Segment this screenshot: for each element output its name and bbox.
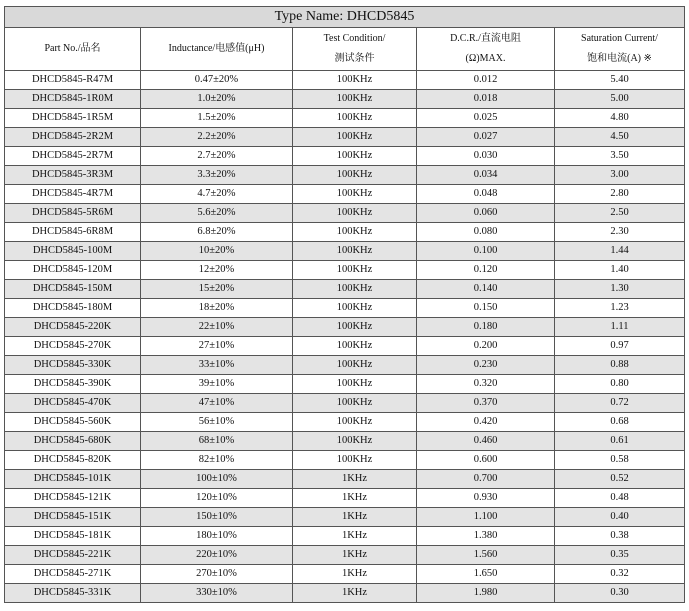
inductance-cell: 18±20% [141, 299, 293, 318]
part-no-cell: DHCD5845-820K [5, 451, 141, 470]
header-dcr-line2: (Ω)MAX. [465, 53, 506, 64]
part-no-cell: DHCD5845-390K [5, 375, 141, 394]
inductance-cell: 150±10% [141, 508, 293, 527]
test-condition-cell: 100KHz [293, 280, 417, 299]
dcr-cell: 0.180 [417, 318, 555, 337]
inductance-cell: 1.5±20% [141, 109, 293, 128]
inductance-cell: 180±10% [141, 527, 293, 546]
header-inductance [141, 28, 293, 71]
test-condition-cell: 100KHz [293, 223, 417, 242]
dcr-cell: 0.027 [417, 128, 555, 147]
dcr-cell: 0.320 [417, 375, 555, 394]
dcr-cell: 1.650 [417, 565, 555, 584]
table-row [5, 451, 685, 470]
test-condition-cell: 100KHz [293, 90, 417, 109]
inductance-cell: 270±10% [141, 565, 293, 584]
inductance-cell: 220±10% [141, 546, 293, 565]
test-condition-cell: 100KHz [293, 261, 417, 280]
test-condition-cell: 100KHz [293, 451, 417, 470]
part-no-cell: DHCD5845-331K [5, 584, 141, 603]
saturation-current-cell: 4.50 [555, 128, 685, 147]
part-no-cell: DHCD5845-220K [5, 318, 141, 337]
header-test-condition-line2: 测试条件 [334, 53, 375, 64]
part-no-cell: DHCD5845-101K [5, 470, 141, 489]
inductance-cell: 120±10% [141, 489, 293, 508]
test-condition-cell: 100KHz [293, 204, 417, 223]
part-no-cell: DHCD5845-5R6M [5, 204, 141, 223]
test-condition-cell: 100KHz [293, 432, 417, 451]
table-row [5, 261, 685, 280]
dcr-cell: 1.560 [417, 546, 555, 565]
inductance-cell: 4.7±20% [141, 185, 293, 204]
test-condition-cell: 100KHz [293, 318, 417, 337]
inductance-cell: 1.0±20% [141, 90, 293, 109]
inductance-cell: 10±20% [141, 242, 293, 261]
header-row [5, 28, 685, 71]
table-row [5, 527, 685, 546]
test-condition-cell: 100KHz [293, 242, 417, 261]
test-condition-cell: 1KHz [293, 584, 417, 603]
header-dcr-line1: D.C.R./直流电阻 [450, 33, 521, 44]
saturation-current-cell: 3.50 [555, 147, 685, 166]
dcr-cell: 0.420 [417, 413, 555, 432]
saturation-current-cell: 2.30 [555, 223, 685, 242]
table-row [5, 71, 685, 90]
saturation-current-cell: 0.40 [555, 508, 685, 527]
saturation-current-cell: 1.23 [555, 299, 685, 318]
part-no-cell: DHCD5845-1R0M [5, 90, 141, 109]
test-condition-cell: 100KHz [293, 337, 417, 356]
saturation-current-cell: 0.72 [555, 394, 685, 413]
part-no-cell: DHCD5845-680K [5, 432, 141, 451]
test-condition-cell: 100KHz [293, 185, 417, 204]
table-row [5, 223, 685, 242]
part-no-cell: DHCD5845-100M [5, 242, 141, 261]
test-condition-cell: 100KHz [293, 356, 417, 375]
table-row [5, 356, 685, 375]
table-row [5, 584, 685, 603]
dcr-cell: 1.380 [417, 527, 555, 546]
table-row [5, 546, 685, 565]
table-row [5, 166, 685, 185]
header-inductance-label: Inductance/电感值(μH) [168, 43, 265, 54]
test-condition-cell: 100KHz [293, 375, 417, 394]
table-row [5, 413, 685, 432]
saturation-current-cell: 1.44 [555, 242, 685, 261]
table-row [5, 185, 685, 204]
saturation-current-cell: 0.88 [555, 356, 685, 375]
dcr-cell: 0.370 [417, 394, 555, 413]
dcr-cell: 1.100 [417, 508, 555, 527]
table-row [5, 470, 685, 489]
part-no-cell: DHCD5845-560K [5, 413, 141, 432]
dcr-cell: 0.200 [417, 337, 555, 356]
saturation-current-cell: 0.38 [555, 527, 685, 546]
saturation-current-cell: 0.68 [555, 413, 685, 432]
saturation-current-cell: 1.30 [555, 280, 685, 299]
dcr-cell: 0.048 [417, 185, 555, 204]
dcr-cell: 0.120 [417, 261, 555, 280]
part-no-cell: DHCD5845-151K [5, 508, 141, 527]
dcr-cell: 0.080 [417, 223, 555, 242]
inductance-cell: 56±10% [141, 413, 293, 432]
table-row [5, 375, 685, 394]
test-condition-cell: 1KHz [293, 565, 417, 584]
saturation-current-cell: 0.80 [555, 375, 685, 394]
table-row [5, 337, 685, 356]
table-row [5, 318, 685, 337]
inductance-cell: 39±10% [141, 375, 293, 394]
dcr-cell: 0.930 [417, 489, 555, 508]
table-row [5, 128, 685, 147]
test-condition-cell: 1KHz [293, 489, 417, 508]
saturation-current-cell: 1.40 [555, 261, 685, 280]
part-no-cell: DHCD5845-3R3M [5, 166, 141, 185]
dcr-cell: 0.140 [417, 280, 555, 299]
saturation-current-cell: 3.00 [555, 166, 685, 185]
title-row [5, 7, 685, 28]
saturation-current-cell: 0.48 [555, 489, 685, 508]
test-condition-cell: 100KHz [293, 147, 417, 166]
part-no-cell: DHCD5845-271K [5, 565, 141, 584]
part-no-cell: DHCD5845-270K [5, 337, 141, 356]
part-no-cell: DHCD5845-470K [5, 394, 141, 413]
header-test-condition-line1: Test Condition/ [323, 33, 386, 44]
saturation-current-cell: 0.52 [555, 470, 685, 489]
test-condition-cell: 100KHz [293, 128, 417, 147]
inductance-cell: 330±10% [141, 584, 293, 603]
saturation-current-cell: 0.61 [555, 432, 685, 451]
dcr-cell: 1.980 [417, 584, 555, 603]
part-no-cell: DHCD5845-121K [5, 489, 141, 508]
part-no-cell: DHCD5845-120M [5, 261, 141, 280]
dcr-cell: 0.025 [417, 109, 555, 128]
test-condition-cell: 1KHz [293, 470, 417, 489]
test-condition-cell: 1KHz [293, 527, 417, 546]
test-condition-cell: 100KHz [293, 71, 417, 90]
test-condition-cell: 1KHz [293, 546, 417, 565]
saturation-current-cell: 0.30 [555, 584, 685, 603]
inductance-cell: 27±10% [141, 337, 293, 356]
inductance-cell: 2.7±20% [141, 147, 293, 166]
table-body [5, 71, 685, 603]
header-part-no [5, 28, 141, 71]
header-part-no-label: Part No./品名 [44, 43, 101, 54]
inductance-cell: 5.6±20% [141, 204, 293, 223]
header-saturation-line2: 饱和电流(A) ※ [587, 53, 652, 64]
inductance-cell: 47±10% [141, 394, 293, 413]
test-condition-cell: 100KHz [293, 109, 417, 128]
part-no-cell: DHCD5845-180M [5, 299, 141, 318]
saturation-current-cell: 0.35 [555, 546, 685, 565]
saturation-current-cell: 5.40 [555, 71, 685, 90]
part-no-cell: DHCD5845-2R7M [5, 147, 141, 166]
table-row [5, 565, 685, 584]
test-condition-cell: 100KHz [293, 166, 417, 185]
test-condition-cell: 1KHz [293, 508, 417, 527]
table-title: Type Name: DHCD5845 [5, 7, 685, 28]
header-test-condition [293, 28, 417, 71]
part-no-cell: DHCD5845-6R8M [5, 223, 141, 242]
part-no-cell: DHCD5845-181K [5, 527, 141, 546]
dcr-cell: 0.018 [417, 90, 555, 109]
dcr-cell: 0.060 [417, 204, 555, 223]
table-row [5, 147, 685, 166]
inductance-cell: 12±20% [141, 261, 293, 280]
inductance-cell: 82±10% [141, 451, 293, 470]
saturation-current-cell: 0.58 [555, 451, 685, 470]
test-condition-cell: 100KHz [293, 413, 417, 432]
test-condition-cell: 100KHz [293, 299, 417, 318]
saturation-current-cell: 2.50 [555, 204, 685, 223]
part-no-cell: DHCD5845-R47M [5, 71, 141, 90]
saturation-current-cell: 2.80 [555, 185, 685, 204]
dcr-cell: 0.230 [417, 356, 555, 375]
saturation-current-cell: 0.32 [555, 565, 685, 584]
test-condition-cell: 100KHz [293, 394, 417, 413]
spec-table [4, 6, 685, 603]
part-no-cell: DHCD5845-150M [5, 280, 141, 299]
table-row [5, 432, 685, 451]
saturation-current-cell: 1.11 [555, 318, 685, 337]
dcr-cell: 0.100 [417, 242, 555, 261]
inductance-cell: 6.8±20% [141, 223, 293, 242]
dcr-cell: 0.600 [417, 451, 555, 470]
inductance-cell: 22±10% [141, 318, 293, 337]
saturation-current-cell: 4.80 [555, 109, 685, 128]
dcr-cell: 0.034 [417, 166, 555, 185]
dcr-cell: 0.030 [417, 147, 555, 166]
table-row [5, 204, 685, 223]
table-row [5, 508, 685, 527]
header-dcr [417, 28, 555, 71]
dcr-cell: 0.012 [417, 71, 555, 90]
part-no-cell: DHCD5845-221K [5, 546, 141, 565]
inductance-cell: 3.3±20% [141, 166, 293, 185]
inductance-cell: 2.2±20% [141, 128, 293, 147]
saturation-current-cell: 5.00 [555, 90, 685, 109]
saturation-current-cell: 0.97 [555, 337, 685, 356]
inductance-cell: 15±20% [141, 280, 293, 299]
inductance-cell: 100±10% [141, 470, 293, 489]
table-row [5, 242, 685, 261]
table-row [5, 109, 685, 128]
table-row [5, 280, 685, 299]
part-no-cell: DHCD5845-2R2M [5, 128, 141, 147]
dcr-cell: 0.460 [417, 432, 555, 451]
dcr-cell: 0.150 [417, 299, 555, 318]
inductance-cell: 0.47±20% [141, 71, 293, 90]
table-row [5, 90, 685, 109]
part-no-cell: DHCD5845-4R7M [5, 185, 141, 204]
table-row [5, 489, 685, 508]
part-no-cell: DHCD5845-1R5M [5, 109, 141, 128]
table-row [5, 299, 685, 318]
dcr-cell: 0.700 [417, 470, 555, 489]
header-saturation-line1: Saturation Current/ [581, 33, 658, 44]
table-row [5, 394, 685, 413]
part-no-cell: DHCD5845-330K [5, 356, 141, 375]
inductance-cell: 33±10% [141, 356, 293, 375]
inductance-cell: 68±10% [141, 432, 293, 451]
header-saturation-current [555, 28, 685, 71]
